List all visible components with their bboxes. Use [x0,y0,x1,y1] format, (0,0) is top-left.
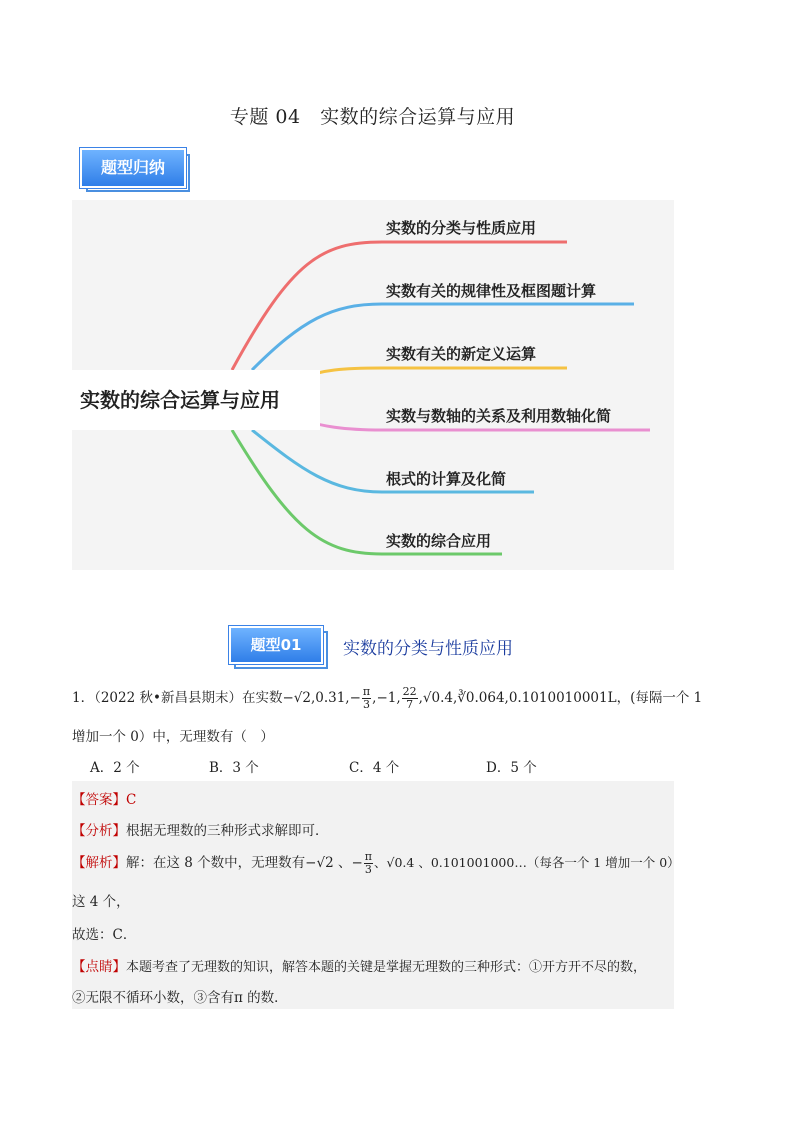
option-b: B．3 个 [209,760,259,776]
fraction-numerator: π [362,685,371,698]
section-badge-label: 题型01 [229,626,323,664]
branch-label-1: 实数的分类与性质应用 [386,219,537,237]
section-badge [229,626,329,666]
question-numbers-c: ,√0.4,∛0.064,0.1010010001L [418,690,617,706]
answer-tag: 【答案】 [72,792,126,808]
branch-curve-3 [302,368,567,378]
branch-label-4: 实数与数轴的关系及利用数轴化简 [386,407,612,425]
branch-label-3: 实数有关的新定义运算 [386,345,537,363]
question-prefix: 1．（2022 秋•新昌县期末）在实数 [72,690,283,706]
induction-badge [80,148,188,190]
question-line-1 [72,686,702,711]
comment-text-a: 本题考查了无理数的知识，解答本题的关键是掌握无理数的三种形式：①开方开不尽的数， [126,960,647,975]
mind-map-center: 实数的综合运算与应用 [72,370,320,430]
solution-line-3: 故选：C． [72,927,137,943]
pi-over-3-fraction [362,686,371,711]
solution-line-2: 这 4 个， [72,894,130,910]
comment-line [72,955,646,975]
question-suffix: ，(每隔一个 1 [616,690,703,706]
pi-over-3-fraction [364,851,373,876]
analysis-line [72,819,329,839]
solution-text-a: 解：在这 8 个数中，无理数有 [126,855,306,871]
answer-value: C [126,792,137,808]
fraction-numerator: π [364,850,373,863]
section-title: 实数的分类与性质应用 [343,639,513,659]
fraction-numerator: 22 [402,685,417,698]
option-a: A．2 个 [90,760,140,776]
solution-text-b: −√2 、− [305,855,363,871]
answer-box [72,781,680,1009]
fraction-denominator: 7 [406,698,414,711]
22-over-7-fraction [402,686,418,711]
question-numbers-b: ,−1, [372,690,401,706]
solution-tag: 【解析】 [72,855,126,871]
fraction-denominator: 3 [363,698,371,711]
branch-label-5: 根式的计算及化简 [386,470,507,488]
option-d: D．5 个 [486,760,537,776]
comment-tag: 【点睛】 [72,959,126,975]
answer-line [72,788,136,808]
branch-label-6: 实数的综合应用 [386,532,492,550]
analysis-tag: 【分析】 [72,823,126,839]
question-line-2: 增加一个 0）中，无理数有（ ） [72,729,274,745]
induction-badge-label: 题型归纳 [80,148,186,188]
document-title: 专题 04 实数的综合运算与应用 [229,106,516,128]
solution-line [72,851,680,876]
comment-line-2: ②无限不循环小数，③含有π 的数． [72,990,288,1006]
solution-text-c: 、√0.4 、0.101001000…（每各一个 1 增加一个 0） [374,855,680,870]
question-numbers-a: −√2,0.31,− [282,690,361,706]
mind-map [72,200,674,570]
analysis-text: 根据无理数的三种形式求解即可． [126,823,329,839]
option-c: C．4 个 [349,760,400,776]
fraction-denominator: 3 [364,863,372,876]
branch-label-2: 实数有关的规律性及框图题计算 [386,282,597,300]
